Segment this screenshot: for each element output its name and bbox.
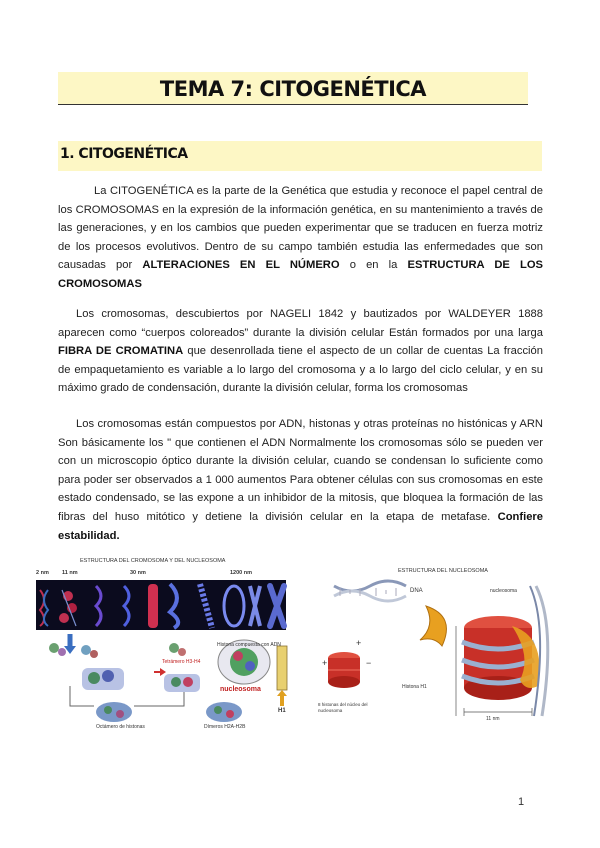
section-heading <box>58 141 542 171</box>
paragraph-cromosomas-composition <box>58 415 543 545</box>
figure-label: 8 histonas del núcleo del nucleosoma <box>318 702 368 713</box>
paragraph-text: La CITOGENÉTICA es la parte de la Genética que estudia y reconoce el papel central de los CROMOSOMAS en la expresión de la información genética, en su mantenimiento a través de las generaciones, y en los cambios que pueden experimentar que se traducen en fuerza motriz de los procesos evolutivos. Dentro de su campo también estudia las enfermedades que son causadas por <box>58 185 543 272</box>
histone-core-icon <box>328 652 360 688</box>
bold-term: Confiere estabilidad. <box>58 510 543 542</box>
nucleosome-structure-figure <box>316 566 572 726</box>
dna-helix-icon <box>334 581 406 601</box>
h1-bar <box>277 646 287 690</box>
chromosome-structure-figure <box>34 556 296 734</box>
bold-term: ESTRUCTURA DE LOS CROMOSOMAS <box>58 259 544 290</box>
paragraph-text: Los cromosomas están compuestos por ADN, histonas y otras proteínas no histónicas y ARN Son básicamente los " que contienen el ADN Normalmente los cromosomas sólo se pueden ver con un microscopio óptico durante la división celular, cuando se condensan lo suficiente como para poder ser observados a 1 000 aumentos Para obtener células con sus cromosomas en este estado condensado, se las expone a un inhibidor de la mitosis, que bloquea la formación de las fibras del huso mitótico y detiene la división celular en la etapa de metafase. <box>58 418 543 523</box>
figure-label: 11 nm <box>486 716 500 722</box>
section-heading-text: 1. CITOGENÉTICA <box>60 146 188 162</box>
svg-text:+: + <box>356 638 362 648</box>
figure-label: Tetrámero H3-H4 <box>162 659 201 665</box>
histone-h1-icon <box>420 606 446 646</box>
octamer-icon <box>96 702 132 722</box>
figure-label: Dímeros H2A-H2B <box>204 724 246 730</box>
svg-text:+: + <box>322 658 328 668</box>
figure-label: DNA <box>410 588 423 594</box>
histone-molecule-icon <box>49 643 98 658</box>
bold-term: FIBRA DE CROMATINA <box>58 345 184 358</box>
figure-label: Histona compuesta con ADN <box>217 642 281 648</box>
figure-label: Octámero de histonas <box>96 724 145 730</box>
page-title: TEMA 7: CITOGENÉTICA <box>58 72 528 105</box>
scale-label: 30 nm <box>130 570 146 576</box>
scale-label: 2 nm <box>36 570 49 576</box>
paragraph-cromosomas-history <box>58 305 543 398</box>
figure-caption: ESTRUCTURA DEL CROMOSOMA Y DEL NUCLEOSOMA <box>80 558 226 564</box>
bold-term: ALTERACIONES EN EL NÚMERO <box>142 259 340 272</box>
figure-label: nucleosoma <box>490 588 517 594</box>
page-number: 1 <box>518 796 525 808</box>
paragraph-text: que desenrollada tiene el aspecto de un collar de cuentas La fracción de empaquetamiento es variable a lo largo del cromosoma y a lo largo del ciclo celular, y en su máximo grado de condensación, durante la división celular, forma los cromosomas <box>58 345 543 395</box>
scale-label: 11 nm <box>62 570 78 576</box>
paragraph-citogenetica-definition <box>58 182 543 294</box>
svg-text:−: − <box>366 658 372 668</box>
figure-label: Histona H1 <box>402 684 427 690</box>
arrow-right-icon <box>160 668 166 676</box>
figure-label: nucleosoma <box>220 686 261 693</box>
nucleosome-complex-icon <box>206 702 242 722</box>
scale-label: 1200 nm <box>230 570 253 576</box>
figure-caption: ESTRUCTURA DEL NUCLEOSOMA <box>398 568 488 574</box>
paragraph-text: o en la <box>339 259 408 272</box>
figure-label: H1 <box>278 708 286 714</box>
nucleosome-core-icon <box>462 586 548 716</box>
arrow-up-icon <box>277 690 287 696</box>
paragraph-text: Los cromosomas, descubiertos por NAGELI 1842 y bautizados por WALDEYER 1888 aparecen como “cuerpos coloreados” durante la división celular Están formados por una larga <box>58 308 543 339</box>
